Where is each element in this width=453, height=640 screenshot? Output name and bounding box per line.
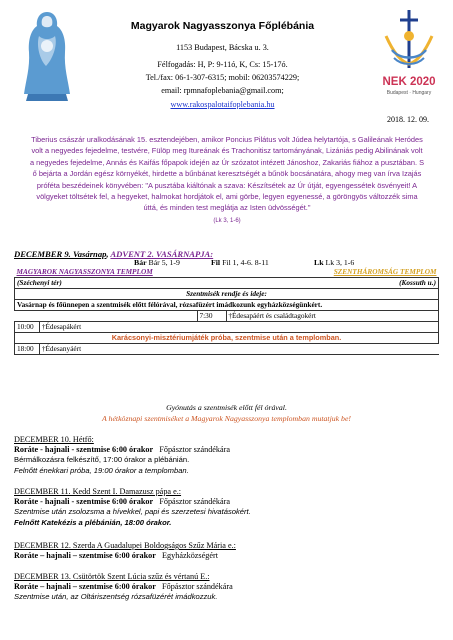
nek-logo-text: NEK 2020 [382,76,436,88]
day-line: Felnőtt énekkari próba, 19:00 órakor a templomban. [14,465,189,475]
nek-logo-subtitle: Budapest · Hungary [386,90,432,96]
reading-1: Bár 5, 1-9 [148,258,180,267]
phone-line: Tel./fax: 06-1-307-6315; mobil: 06203574229; [145,73,300,82]
day-entry [14,435,444,476]
church-left-name: MAGYAROK NAGYASSZONYA TEMPLOM [16,267,153,276]
gospel-text: Tiberius császár uralkodásának 15. esztendejében, amikor Poncius Pilátus volt Júdea helytartója, s Galileának Heródes volt a negyedes fejedelme, testvére, Fülöp meg Itureának és Trachonitisz tartományának, Lizániás pedig Abilinának volt a negyedes fejedelme, Annás és Kaifás főpapok idején az Úr szózatot intézett Jánoshoz, Zakariás fiához a pusztában. S ő bejárta a Jordán egész környékét, hirdette a bűnbánat keresztségét a bűnök bocsánatára, ahogy meg van írva Izajás próféta beszédeinek könyvében: "A pusztába kiáltónak a szava: Készítsétek az Úr útját, egyengessétek ösvényeit! A völgyeket töltsétek fel, a hegyeket, halmokat hordjátok el, ami görbe, legyen egyenessé, a göröngyös változzék sima úttá, és minden test meglátja az Isten üdvösségét." [30,135,424,213]
day-title: DECEMBER 10. Hétfő: [14,435,94,444]
day-intent: Egyházközségért [162,551,218,561]
mass-time: 10:00 [15,322,40,332]
day-mass: Roráte - hajnali - szentmise 6:00 órakor [14,445,154,455]
reading-2: Fil 1, 4-6. 8-11 [222,258,269,267]
church-right-name: SZENTHÁROMSÁG TEMPLOM [333,267,437,276]
day-intent: Főpásztor szándékára [162,582,233,592]
parish-address: 1153 Budapest, Bácska u. 3. [176,43,269,52]
day-entry [14,572,444,603]
day-mass: Roráte – hajnali – szentmise 6:00 órakor [14,582,156,592]
mass-intention: †Édesapáért és családtagokért [228,311,316,320]
table-row [15,344,439,355]
church-left-location: (Széchenyi tér) [17,278,62,287]
sunday-heading: DECEMBER 9. Vasárnap, ADVENT 2. VASÁRNAPJA: [14,249,214,259]
email-line: email: rpmnafoplebania@gmail.com; [161,86,284,95]
gospel-intro [30,134,424,227]
confession-note: Gyónutás a szentmisék előtt fél órával. [166,403,287,412]
day-line: Szentmise után, az Oltáriszentség rózsafüzérét imádkozzuk. [14,592,218,602]
reading-3: Lk 3, 1-6 [325,258,355,267]
mass-intention: †Édesapákért [41,322,82,331]
notices [14,402,439,424]
church-right-location: (Kossuth u.) [399,278,436,287]
advent-title: ADVENT 2. VASÁRNAPJA: [110,249,214,259]
masses-title: Szentmisék rendje és ideje: [15,289,439,300]
madonna-statue-icon [6,6,88,106]
table-row [15,289,439,300]
madonna-logo [6,6,88,106]
gospel-reference: (Lk 3, 1-6) [213,217,241,224]
mass-intention: †Édesanyáért [41,344,82,353]
nativity-play-note: Karácsonyi-misztériumjáték próba, szentmise után a templomban. [15,333,439,344]
day-entry [14,487,444,528]
table-row [15,267,439,278]
day-intent: Főpásztor szándékára [159,497,231,507]
mass-time: 18:00 [15,344,40,354]
day-title: DECEMBER 11. Kedd Szent I. Damazusz pápa e.: [14,487,182,496]
table-row [15,311,439,322]
day-title: DECEMBER 13. Csütörtök Szent Lúcia szűz és vértanú E.: [14,572,210,581]
weekday-note: A hétköznapi szentmiséket a Magyarok Nagyasszonya templomban mutatjuk be! [101,414,352,423]
day-intent: Főpásztor szándékára [159,445,231,455]
table-row [15,278,439,289]
day-title: DECEMBER 12. Szerda A Guadalupei Boldogságos Szűz Mária e.: [14,541,236,550]
office-hours: Félfogadás: H, P: 9-11ó, K, Cs: 15-17ó. [157,60,288,69]
mass-time: 7:30 [198,311,227,321]
day-mass: Roráte – hajnali – szentmise 6:00 órakor [14,551,156,561]
table-row [15,322,439,333]
nek-cross-icon [372,6,446,76]
day-line: Felnőtt Katekézis a plébánián, 18:00 órakor. [14,517,172,527]
day-line: Bérmálkozásra felkészítő, 17:00 órakor a plébánián. [14,455,190,465]
website-link[interactable]: www.rakospalotaifoplebania.hu [170,100,275,109]
table-row [15,300,439,311]
day-entry [14,541,444,561]
bulletin-date: 2018. 12. 09. [387,115,429,124]
day-line: Szentmise után zsolozsma a hívekkel, papi és szerzetesi hivatásokért. [14,507,251,517]
table-row [15,333,439,344]
day-mass: Roráte - hajnali - szentmise 6:00 órakor [14,497,154,507]
rosary-note: Vasárnap és főünnepen a szentmisék előtt félórával, rózsafüzért imádkozunk egyházközségünkért. [15,300,439,311]
sunday-date: DECEMBER 9. Vasárnap [14,249,107,259]
mass-schedule-table [14,267,439,355]
parish-title: Magyarok Nagyasszonya Főplébánia [130,20,315,32]
